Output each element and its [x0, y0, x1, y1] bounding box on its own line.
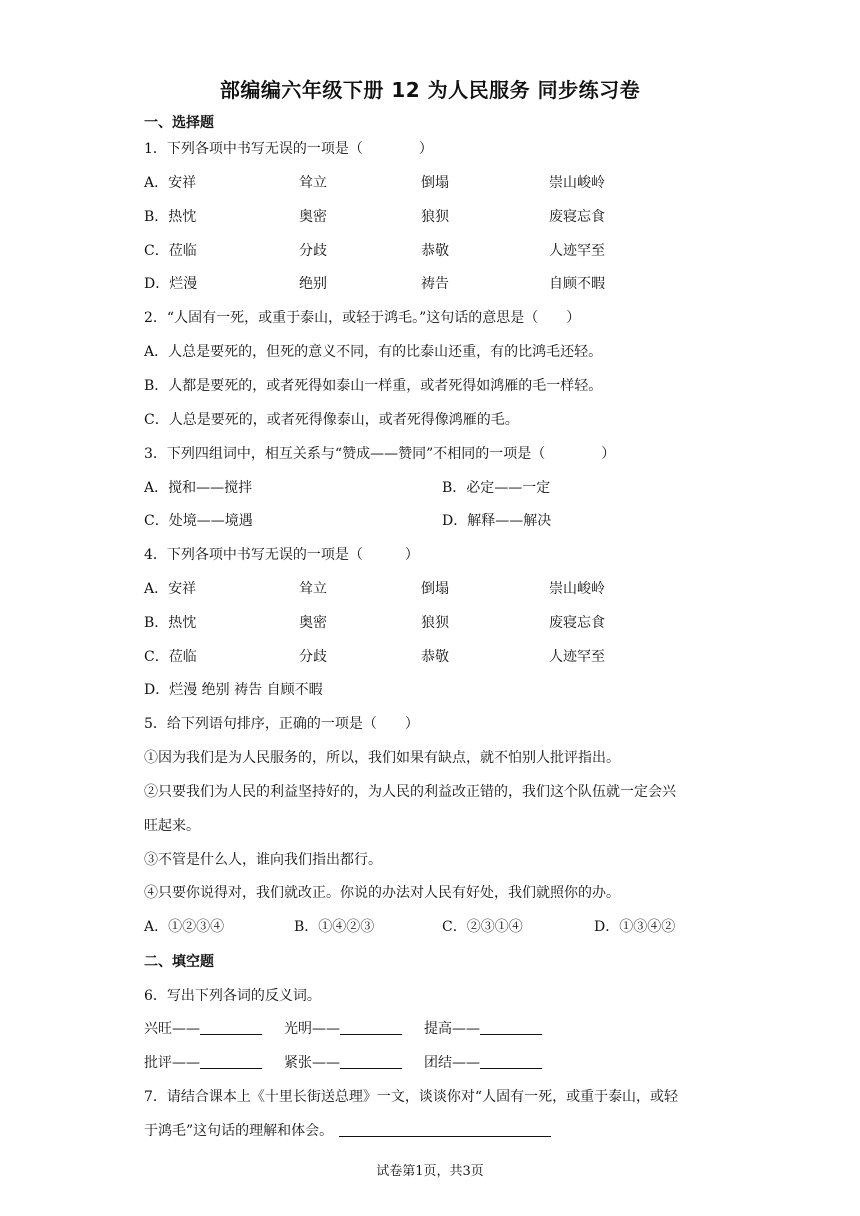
answer-blank[interactable]	[340, 1020, 402, 1035]
option-word: 废寝忘食	[549, 615, 605, 631]
antonym-item: 光明——	[284, 1019, 402, 1039]
option-word: 狼狈	[421, 615, 449, 631]
question-7-stem-cont: 于鸿毛”这句话的理解和体会。	[144, 1121, 551, 1141]
page-footer: 试卷第1页，共3页	[376, 1164, 484, 1179]
option-word: 耸立	[299, 175, 327, 191]
option-word: C．莅临	[144, 649, 197, 665]
question-5-sentence-4: ④只要你说得对，我们就改正。你说的办法对人民有好处，我们就照你的办。	[144, 885, 620, 901]
antonym-item: 提高——	[424, 1019, 542, 1039]
question-3-option-c: C．处境——境遇	[144, 513, 253, 529]
question-5-option-b: B．①④②③	[294, 919, 375, 935]
question-3-options-row-1	[144, 478, 744, 498]
question-5-sentence-3: ③不管是什么人，谁向我们指出都行。	[144, 852, 382, 868]
question-3-option-a: A．搅和——搅拌	[144, 480, 253, 496]
section-heading-choice: 一、选择题	[144, 115, 214, 131]
question-3-option-d: D．解释——解决	[442, 513, 552, 529]
question-7-stem: 7．请结合课本上《十里长街送总理》一文，谈谈你对“人固有一死，或重于泰山，或轻	[144, 1089, 679, 1105]
answer-blank[interactable]	[480, 1054, 542, 1069]
option-word: 人迹罕至	[549, 243, 605, 259]
question-4-stem: 4．下列各项中书写无误的一项是（ ）	[144, 547, 419, 563]
question-6-row-2	[144, 1053, 644, 1073]
question-5-sentence-1: ①因为我们是为人民服务的，所以，我们如果有缺点，就不怕别人批评指出。	[144, 750, 620, 766]
option-word: 人迹罕至	[549, 649, 605, 665]
question-1-option-b	[144, 207, 744, 227]
question-5-sentence-2: ②只要我们为人民的利益坚持好的，为人民的利益改正错的，我们这个队伍就一定会兴	[144, 784, 676, 800]
question-5-stem: 5．给下列语句排序，正确的一项是（ ）	[144, 716, 419, 732]
option-word: 狼狈	[421, 209, 449, 225]
option-word: D．烂漫	[144, 276, 198, 292]
antonym-item: 团结——	[424, 1053, 542, 1073]
antonym-item: 批评——	[144, 1053, 262, 1073]
question-6-row-1	[144, 1019, 644, 1039]
question-5-option-d: D．①③④②	[594, 919, 676, 935]
page-title: 部编编六年级下册 12 为人民服务 同步练习卷	[219, 78, 641, 102]
question-5-options	[144, 917, 744, 937]
question-5-option-a: A．①②③④	[144, 919, 225, 935]
option-word: 分歧	[299, 649, 327, 665]
option-word: B．热忱	[144, 209, 197, 225]
question-1-option-a	[144, 173, 744, 193]
answer-blank[interactable]	[200, 1054, 262, 1069]
question-5-option-c: C．②③①④	[442, 919, 523, 935]
answer-blank[interactable]	[480, 1020, 542, 1035]
option-word: 倒塌	[421, 581, 449, 597]
answer-blank[interactable]	[340, 1054, 402, 1069]
option-word: A．安祥	[144, 175, 197, 191]
question-5-sentence-2-cont: 旺起来。	[144, 818, 200, 834]
option-word: 废寝忘食	[549, 209, 605, 225]
option-word: 恭敬	[421, 649, 449, 665]
question-3-option-b: B．必定——一定	[442, 480, 551, 496]
question-2-stem: 2．“人固有一死，或重于泰山，或轻于鸿毛。”这句话的意思是（ ）	[144, 310, 581, 326]
question-4-option-a	[144, 579, 744, 599]
option-word: 绝别	[299, 276, 327, 292]
option-word: 崇山峻岭	[549, 175, 605, 191]
option-word: B．热忱	[144, 615, 197, 631]
option-word: 自顾不暇	[549, 276, 605, 292]
question-2-option-a: A．人总是要死的，但死的意义不同，有的比泰山还重，有的比鸿毛还轻。	[144, 344, 603, 360]
answer-blank[interactable]	[200, 1020, 262, 1035]
question-4-option-d: D．烂漫 绝别 祷告 自顾不暇	[144, 682, 323, 698]
option-word: 祷告	[421, 276, 449, 292]
answer-blank[interactable]	[339, 1122, 551, 1137]
question-1-stem: 1．下列各项中书写无误的一项是（ ）	[144, 141, 433, 157]
option-word: 恭敬	[421, 243, 449, 259]
antonym-item: 紧张——	[284, 1053, 402, 1073]
option-word: 耸立	[299, 581, 327, 597]
question-4-option-b	[144, 613, 744, 633]
question-2-option-b: B．人都是要死的，或者死得如泰山一样重，或者死得如鸿雁的毛一样轻。	[144, 378, 603, 394]
option-word: A．安祥	[144, 581, 197, 597]
question-1-option-c	[144, 241, 744, 261]
question-3-options-row-2	[144, 511, 744, 531]
section-heading-fill: 二、填空题	[144, 954, 214, 970]
option-word: 倒塌	[421, 175, 449, 191]
question-3-stem: 3．下列四组词中，相互关系与“赞成——赞同”不相同的一项是（ ）	[144, 446, 616, 462]
question-4-option-c	[144, 647, 744, 667]
question-2-option-c: C．人总是要死的，或者死得像泰山，或者死得像鸿雁的毛。	[144, 412, 519, 428]
option-word: 崇山峻岭	[549, 581, 605, 597]
option-word: 分歧	[299, 243, 327, 259]
antonym-item: 兴旺——	[144, 1019, 262, 1039]
question-1-option-d	[144, 274, 744, 294]
option-word: C．莅临	[144, 243, 197, 259]
question-6-stem: 6．写出下列各词的反义词。	[144, 988, 321, 1004]
option-word: 奥密	[299, 209, 327, 225]
option-word: 奥密	[299, 615, 327, 631]
